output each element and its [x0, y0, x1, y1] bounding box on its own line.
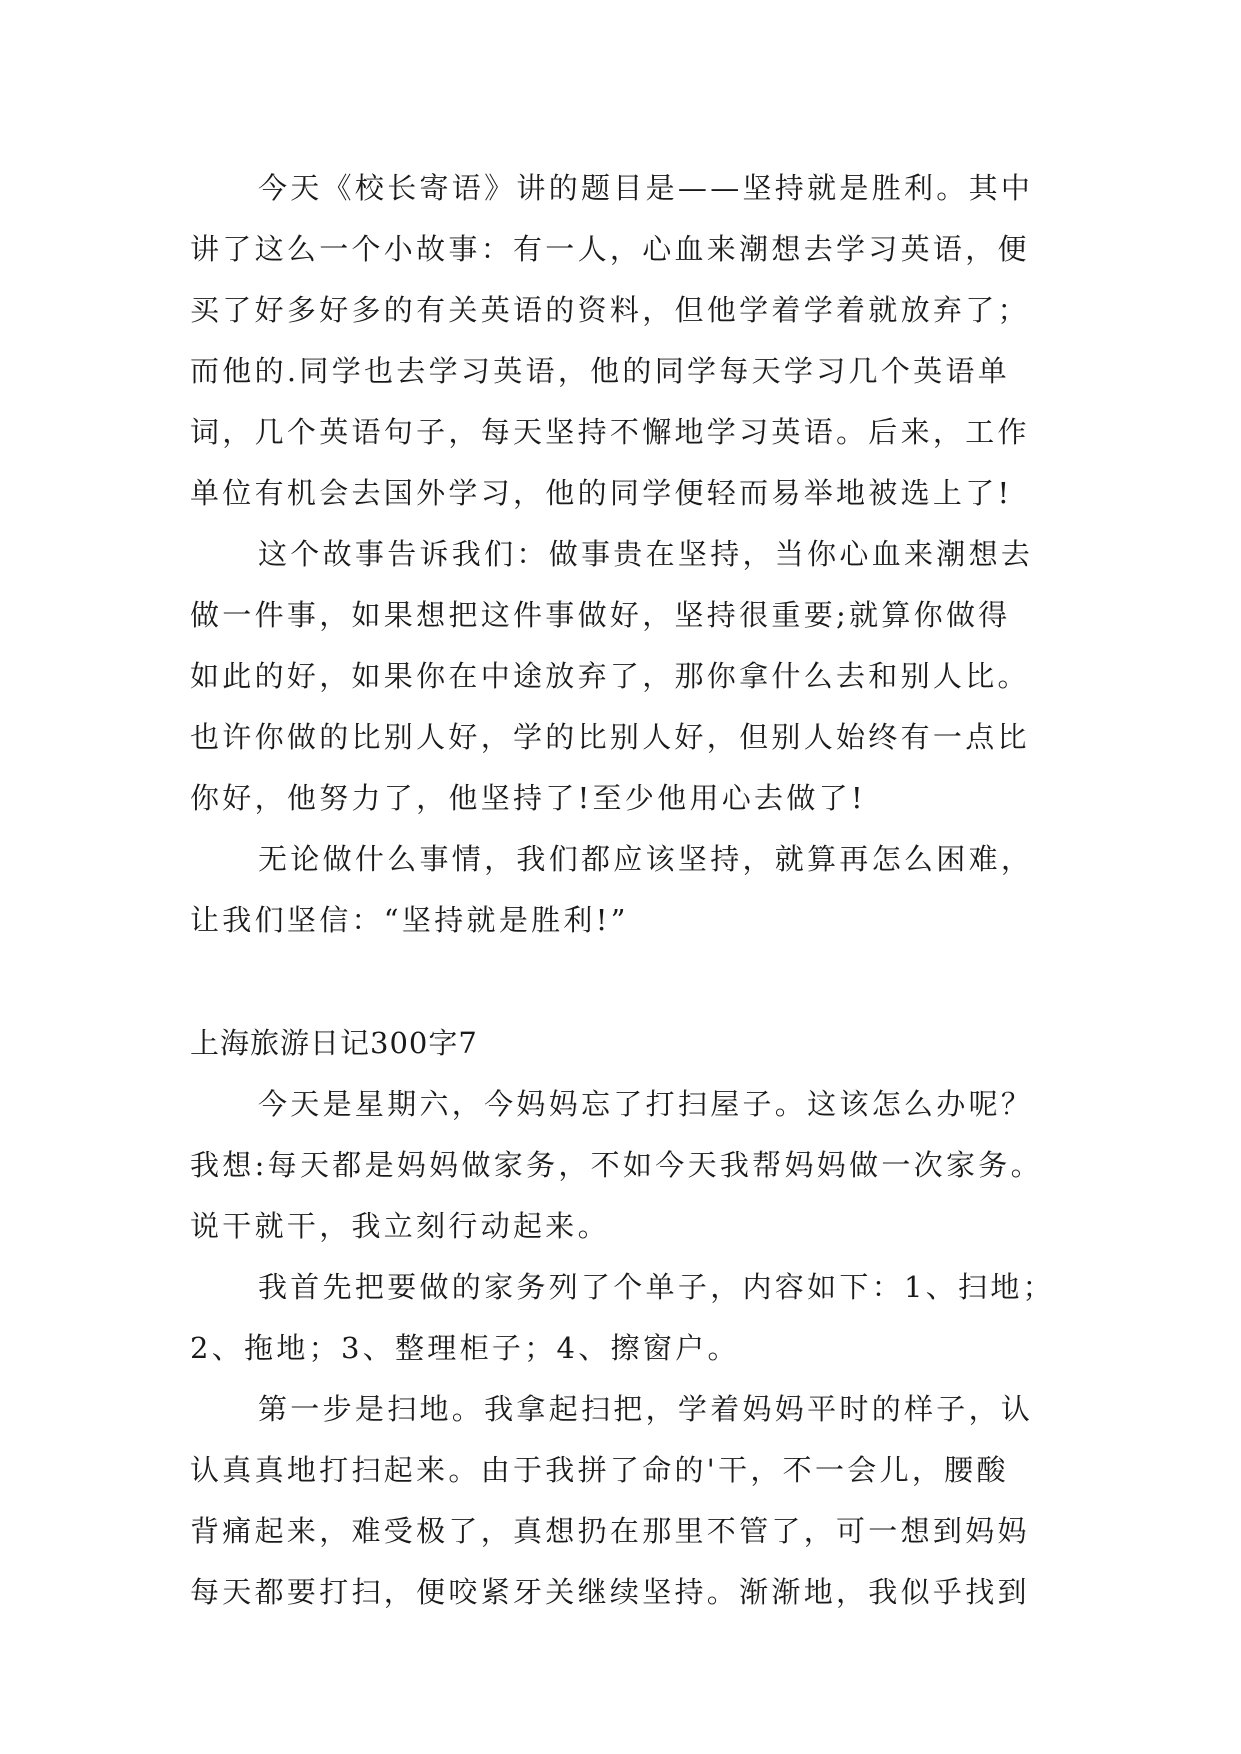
text-line: 认真真地打扫起来。由于我拼了命的'干，不一会儿，腰酸 — [190, 1453, 1009, 1487]
text-line: 而他的.同学也去学习英语，他的同学每天学习几个英语单 — [190, 354, 1011, 388]
paragraph — [190, 1379, 1070, 1623]
text-line: 如此的好，如果你在中途放弃了，那你拿什么去和别人比。 — [190, 659, 1030, 693]
paragraph — [190, 158, 1070, 524]
text-line: 买了好多好多的有关英语的资料，但他学着学着就放弃了； — [190, 293, 1030, 327]
document-body — [190, 158, 1070, 1623]
article-title: 上海旅游日记300字7 — [190, 1026, 478, 1060]
text-line: 每天都要打扫，便咬紧牙关继续坚持。渐渐地，我似乎找到 — [190, 1575, 1030, 1609]
text-line: 今天是星期六，今妈妈忘了打扫屋子。这该怎么办呢？ — [258, 1087, 1034, 1121]
text-line: 也许你做的比别人好，学的比别人好，但别人始终有一点比 — [190, 720, 1030, 754]
text-line: 做一件事，如果想把这件事做好，坚持很重要;就算你做得 — [190, 598, 1011, 632]
paragraph — [190, 1074, 1070, 1257]
text-line: 第一步是扫地。我拿起扫把，学着妈妈平时的样子，认 — [258, 1392, 1034, 1426]
text-line: 词，几个英语句子，每天坚持不懈地学习英语。后来，工作 — [190, 415, 1030, 449]
text-line: 2、拖地；3、整理柜子；4、擦窗户。 — [190, 1331, 740, 1365]
text-line: 我想:每天都是妈妈做家务，不如今天我帮妈妈做一次家务。 — [190, 1148, 1043, 1182]
text-line: 我首先把要做的家务列了个单子，内容如下：1、扫地； — [258, 1270, 1055, 1304]
text-line: 单位有机会去国外学习，他的同学便轻而易举地被选上了! — [190, 476, 1013, 510]
section-gap — [190, 951, 1070, 1013]
text-line: 今天《校长寄语》讲的题目是——坚持就是胜利。其中 — [258, 171, 1034, 205]
paragraph — [190, 524, 1070, 829]
text-line: 你好，他努力了，他坚持了!至少他用心去做了! — [190, 781, 866, 815]
text-line: 这个故事告诉我们：做事贵在坚持，当你心血来潮想去 — [258, 537, 1034, 571]
text-line: 讲了这么一个小故事：有一人，心血来潮想去学习英语，便 — [190, 232, 1030, 266]
text-line: 无论做什么事情，我们都应该坚持，就算再怎么困难， — [258, 842, 1034, 876]
paragraph — [190, 1257, 1070, 1379]
text-line: 背痛起来，难受极了，真想扔在那里不管了，可一想到妈妈 — [190, 1514, 1030, 1548]
text-line: 说干就干，我立刻行动起来。 — [190, 1209, 610, 1243]
text-line: 让我们坚信：“坚持就是胜利!” — [190, 903, 629, 937]
paragraph — [190, 829, 1070, 951]
